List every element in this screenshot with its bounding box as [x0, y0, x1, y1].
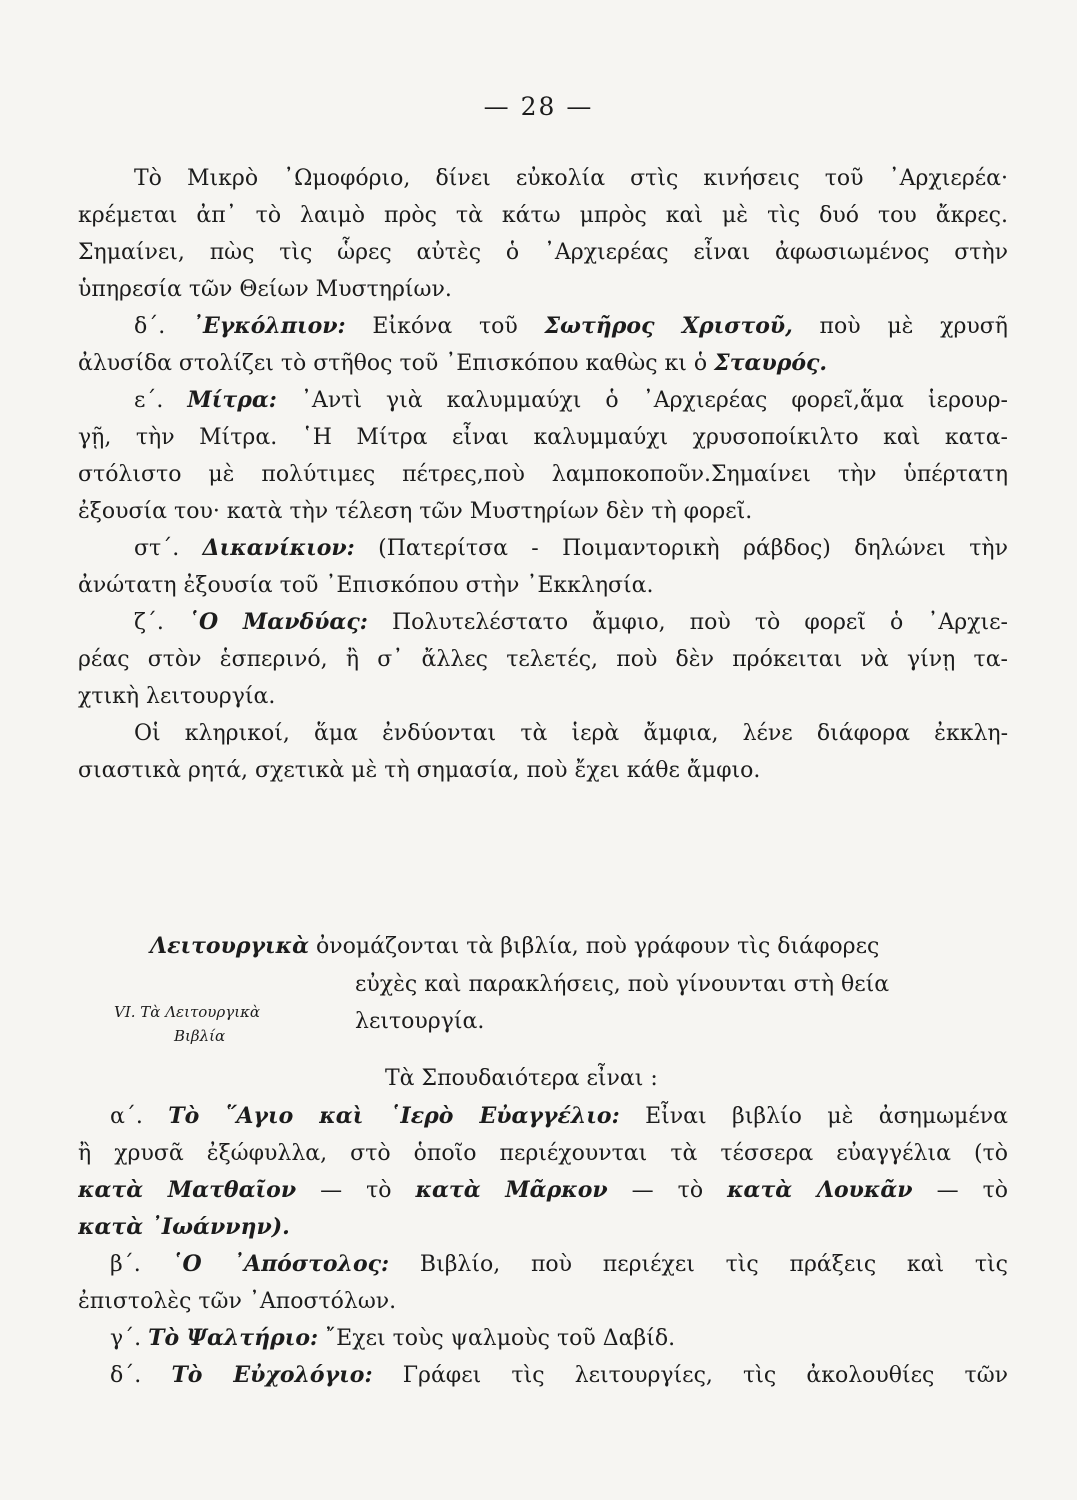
text-fragment: ὀνομάζονται τὰ βιβλία, ποὺ γράφουν τὶς διάφορες — [309, 934, 880, 959]
text-fragment: Γράφει τὶς λειτουργίες, τὶς ἀκολουθίες τῶν — [372, 1363, 1008, 1388]
text-line — [78, 345, 1008, 382]
text-fragment: (Πατερίτσα - Ποιμαντορικὴ ράβδος) δηλώνει τὴν — [354, 536, 1008, 561]
text-line: Οἱ κληρικοί, ἅμα ἐνδύονται τὰ ἱερὰ ἄμφια, λένε διάφορα ἐκκλη- — [134, 721, 1008, 746]
item-term: Τὸ Ψαλτήριο: — [148, 1325, 319, 1351]
text-fragment: ᾿Αντὶ γιὰ καλυμμαύχι ὁ ᾿Αρχιερέας φορεῖ,ἅμα ἱερουρ- — [276, 388, 1008, 413]
item-psaltirio — [78, 1320, 1008, 1357]
gospel-luke: κατὰ Λουκᾶν — [727, 1177, 913, 1203]
item-number: α΄. — [110, 1104, 143, 1129]
text-fragment: Βιβλίο, ποὺ περιέχει τὶς πράξεις καὶ τὶς — [389, 1252, 1008, 1277]
item-term: Μίτρα: — [187, 387, 277, 413]
margin-note — [114, 1000, 344, 1048]
text-line: Σημαίνει, πὼς τὶς ὧρες αὐτὲς ὁ ᾿Αρχιερέας εἶναι ἀφωσιωμένος στὴν — [78, 240, 1008, 265]
item-number: γ΄. — [110, 1326, 142, 1351]
text-fragment: ἀλυσίδα στολίζει τὸ στῆθος τοῦ ᾿Επισκόπου καθὼς κι ὁ — [78, 351, 715, 376]
text-fragment: Πολυτελέστατο ἄμφιο, ποὺ τὸ φορεῖ ὁ ᾿Αρχιε- — [367, 610, 1008, 635]
text-fragment: Εἰκόνα τοῦ — [345, 314, 545, 339]
emphasis-christ: Σωτῆρος Χριστοῦ, — [544, 313, 793, 339]
item-number: β΄. — [110, 1252, 141, 1277]
text-fragment: — τὸ — [912, 1178, 1008, 1203]
item-term: ᾿Εγκόλπιον: — [191, 313, 346, 339]
item-term: ῾Ο ᾿Απόστολος: — [171, 1251, 390, 1277]
item-apostolos — [78, 1246, 1008, 1283]
item-engolpion — [78, 308, 1008, 345]
text-line — [78, 1172, 1008, 1209]
gospel-mark: κατὰ Μᾶρκον — [415, 1177, 608, 1203]
item-number: ζ΄. — [134, 610, 164, 635]
text-line: εὐχὲς καὶ παρακλήσεις, ποὺ γίνουνται στὴ θεία — [355, 972, 890, 997]
item-term: Τὸ ῞Αγιο καὶ ῾Ιερὸ Εὐαγγέλιο: — [168, 1103, 620, 1129]
text-line: ὑπηρεσία τῶν Θείων Μυστηρίων. — [78, 277, 452, 302]
text-fragment: ῎Εχει τοὺς ψαλμοὺς τοῦ Δαβίδ. — [318, 1326, 676, 1351]
text-line — [78, 1209, 1008, 1246]
text-line: κρέμεται ἀπ᾿ τὸ λαιμὸ πρὸς τὰ κάτω μπρὸς καὶ μὲ τὶς δυό του ἄκρες. — [78, 203, 1008, 228]
text-line: λειτουργία. — [355, 1009, 485, 1034]
text-fragment: ποὺ μὲ χρυσῆ — [792, 314, 1008, 339]
liturgical-books-list — [78, 1098, 1008, 1394]
item-number: στ΄. — [134, 536, 180, 561]
item-gospel — [78, 1098, 1008, 1135]
text-line: ἐπιστολὲς τῶν ᾿Αποστόλων. — [78, 1289, 397, 1314]
text-fragment: — τὸ — [607, 1178, 728, 1203]
text-line: ἀνώτατη ἐξουσία τοῦ ᾿Επισκόπου στὴν ᾿Εκκλησία. — [78, 573, 654, 598]
item-number: ε΄. — [134, 388, 164, 413]
item-term: Δικανίκιον: — [202, 535, 355, 561]
text-line: χτικὴ λειτουργία. — [78, 684, 276, 709]
gospel-matthew: κατὰ Ματθαῖον — [78, 1177, 297, 1203]
item-term: Τὸ Εὐχολόγιο: — [171, 1362, 373, 1388]
item-dikanikion — [78, 530, 1008, 567]
section-liturgical-books-heading — [150, 928, 879, 965]
text-line: στόλιστο μὲ πολύτιμες πέτρες,ποὺ λαμποκοποῦν.Σημαίνει τὴν ὑπέρτατη — [78, 462, 1008, 487]
text-line: σιαστικὰ ρητά, σχετικὰ μὲ τὴ σημασία, ποὺ ἔχει κάθε ἄμφιο. — [78, 758, 761, 783]
emphasis-cross: Σταυρός. — [714, 350, 828, 376]
text-fragment: Εἶναι βιβλίο μὲ ἀσημωμένα — [619, 1104, 1008, 1129]
text-line: ἐξουσία του· κατὰ τὴν τέλεση τῶν Μυστηρίων δὲν τὴ φορεῖ. — [78, 499, 753, 524]
item-number: δ΄. — [110, 1363, 142, 1388]
margin-note-line: Βιβλία — [174, 1027, 226, 1045]
paragraph-omophorion — [78, 160, 1008, 789]
item-mandyas — [78, 604, 1008, 641]
text-line: γῇ, τὴν Μίτρα. ῾Η Μίτρα εἶναι καλυμμαύχι χρυσοποίκιλτο καὶ κατα- — [78, 425, 1008, 450]
item-mitra — [78, 382, 1008, 419]
item-number: δ΄. — [134, 314, 166, 339]
text-line: Τὰ Σπουδαιότερα εἶναι : — [385, 1066, 658, 1091]
text-line: ρέας στὸν ἑσπερινό, ἢ σ᾿ ἄλλες τελετές, ποὺ δὲν πρόκειται νὰ γίνῃ τα- — [78, 647, 1008, 672]
text-fragment: — τὸ — [296, 1178, 416, 1203]
text-line: ἢ χρυσᾶ ἐξώφυλλα, στὸ ὁποῖο περιέχουνται τὰ τέσσερα εὐαγγέλια (τὸ — [78, 1141, 1008, 1166]
gospel-john: κατὰ ᾿Ιωάννην). — [78, 1214, 290, 1240]
margin-note-line: VI. Τὰ Λειτουργικὰ — [114, 1003, 261, 1021]
item-term: ῾Ο Μανδύας: — [188, 609, 368, 635]
page-number: — 28 — — [483, 92, 594, 121]
section-term: Λειτουργικὰ — [150, 933, 310, 959]
item-euchologio — [78, 1357, 1008, 1394]
text-line: Τὸ Μικρὸ ᾿Ωμοφόριο, δίνει εὐκολία στὶς κινήσεις τοῦ ᾿Αρχιερέα· — [134, 166, 1008, 191]
